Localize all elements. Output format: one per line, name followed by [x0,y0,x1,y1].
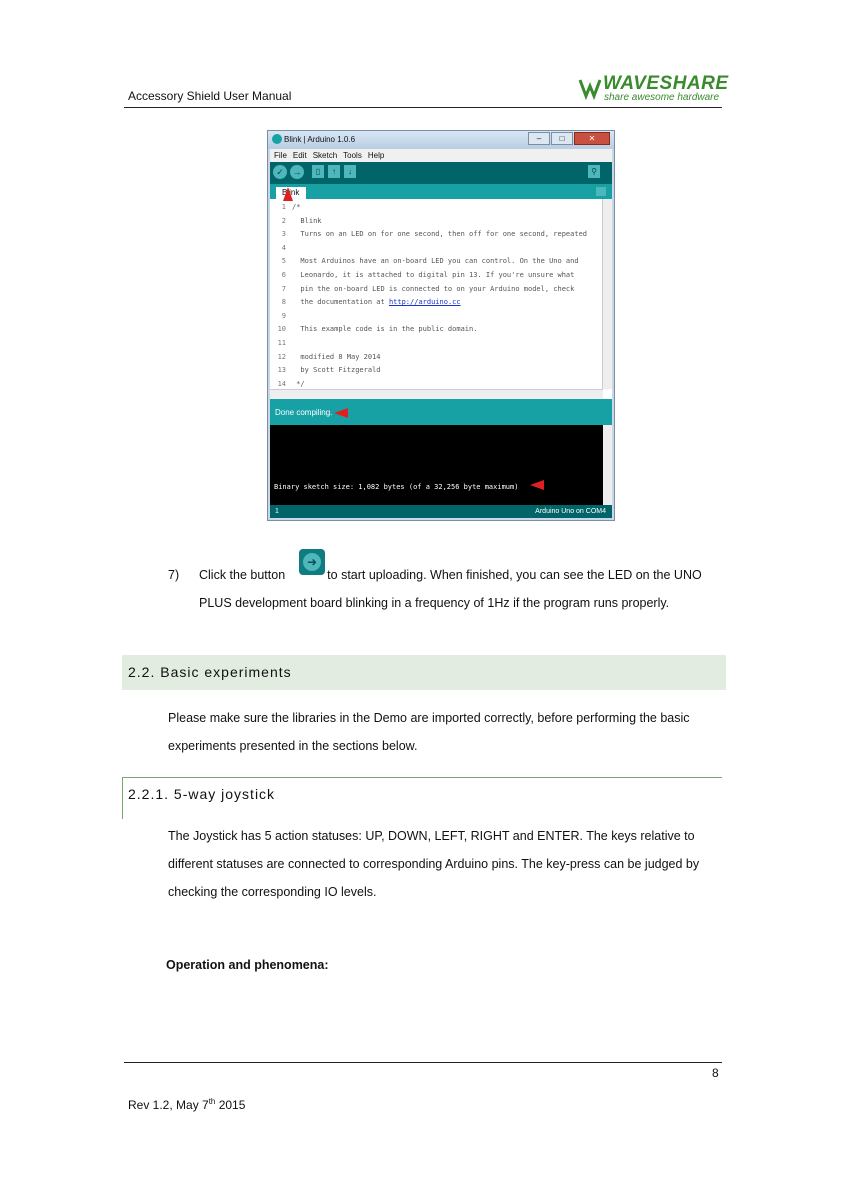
logo-wordmark: WAVESHARE [603,73,729,94]
line-number: 3 [281,230,286,239]
step-7-after: to start uploading. When finished, you can see the LED on the UNO PLUS development board blinking in a frequency of 1Hz if the program runs properly. [199,568,702,610]
subsection-rule [122,777,722,778]
code-text: Leonardo, it is attached to digital pin 13. If you're unsure what [292,271,575,279]
maximize-icon: □ [551,132,573,145]
code-line [270,337,292,350]
line-number: 11 [277,339,286,347]
code-line [270,364,381,377]
new-icon: ▯ [312,165,324,178]
line-number: 6 [281,271,286,279]
section-heading: 2.2. Basic experiments [128,664,292,680]
code-text: modified 8 May 2014 [292,352,381,361]
line-number: 2 [281,216,286,225]
menu-file: File [274,151,287,160]
code-line [270,378,305,391]
code-line [270,323,477,336]
code-line [270,269,574,282]
code-line [270,242,292,255]
line-number: 9 [281,311,286,320]
window-titlebar [268,131,614,149]
compile-status: Done compiling. [275,408,333,417]
page-number: 8 [712,1066,719,1080]
code-text: Most Arduinos have an on-board LED you can control. On the Uno and [292,257,579,266]
code-text: /* [292,203,301,211]
sketch-tab: Blink [276,187,306,199]
code-line [270,201,300,214]
code-line [270,283,574,296]
ide-menubar [270,149,612,162]
step-7-before: Click the button [199,568,286,582]
code-line [270,351,381,364]
subsection-heading: 2.2.1. 5-way joystick [128,786,276,802]
ide-tabbar [270,184,612,199]
line-number: 12 [277,352,286,361]
revision-sup: th [208,1097,216,1106]
code-line [270,255,579,268]
line-indicator: 1 [275,508,279,515]
minimize-icon: – [528,132,550,145]
line-number: 13 [277,366,286,375]
document-header-title: Accessory Shield User Manual [128,89,292,103]
code-text: the documentation at [292,298,389,307]
editor-horizontal-scrollbar [270,389,603,399]
ide-status-bar [270,399,612,425]
upload-icon: → [290,165,304,179]
header-divider [124,107,722,108]
subsection-rule-left [122,777,123,819]
arduino-app-icon [272,134,282,144]
line-number: 7 [281,284,286,293]
step-number: 7) [168,568,180,582]
ide-console [270,425,612,505]
section-intro-paragraph: Please make sure the libraries in the Demo are imported correctly, before performing the basic experiments presented in the sections below. [168,711,690,753]
code-link[interactable]: http://arduino.cc [388,298,461,307]
code-line [270,310,292,323]
ide-toolbar [270,162,612,184]
code-line [270,228,587,241]
logo-tagline: share awesome hardware [604,92,720,103]
line-number: 14 [277,379,286,388]
code-line [270,296,461,309]
tab-menu-icon [596,187,606,196]
line-number: 5 [281,257,286,266]
close-icon: ✕ [574,132,610,145]
code-editor [270,199,612,399]
line-number: 1 [281,203,286,211]
red-arrow-verify-icon [283,187,293,201]
board-port: Arduino Uno on COM4 [535,508,606,515]
menu-sketch: Sketch [312,151,338,160]
editor-vertical-scrollbar [602,199,612,389]
line-number: 10 [277,325,286,334]
ide-footer-bar [270,505,612,518]
console-output: Binary sketch size: 1,082 bytes (of a 32,256 byte maximum) [274,483,519,491]
code-text: Turns on an LED on for one second, then off for one second, repeated [292,230,588,239]
open-icon: ↑ [328,165,340,178]
serial-monitor-icon: ⚲ [588,165,600,178]
upload-arrow-icon: ➜ [299,549,325,575]
line-number: 4 [281,243,286,252]
console-scrollbar [603,425,612,505]
menu-edit: Edit [292,151,307,160]
menu-help: Help [367,151,385,160]
window-title: Blink | Arduino 1.0.6 [284,135,356,144]
revision-info [128,1097,245,1112]
revision-prefix: Rev 1.2, May 7 [128,1098,209,1112]
joystick-paragraph: The Joystick has 5 action statuses: UP, DOWN, LEFT, RIGHT and ENTER. The keys relative to different statuses are connected to corresponding Arduino pins. The key-press can be judged by checking the corresponding IO levels. [168,829,700,899]
menu-tools: Tools [343,151,362,160]
operation-heading: Operation and phenomena: [166,958,329,972]
save-icon: ↓ [344,165,356,178]
code-text: This example code is in the public domain. [292,325,478,334]
code-line [270,215,322,228]
verify-icon: ✓ [273,165,287,179]
code-text: */ [292,379,305,388]
code-text: by Scott Fitzgerald [292,366,381,375]
footer-divider [124,1062,722,1063]
code-text: Blink [292,216,322,225]
red-arrow-console-icon [530,480,544,490]
red-arrow-status-icon [334,408,348,418]
step-7-text [199,561,719,617]
revision-year: 2015 [215,1098,246,1112]
waveshare-logo-icon [578,74,602,100]
code-text: pin the on-board LED is connected to on your Arduino model, check [292,284,575,293]
line-number: 8 [281,298,286,307]
arduino-ide-screenshot [267,130,615,521]
